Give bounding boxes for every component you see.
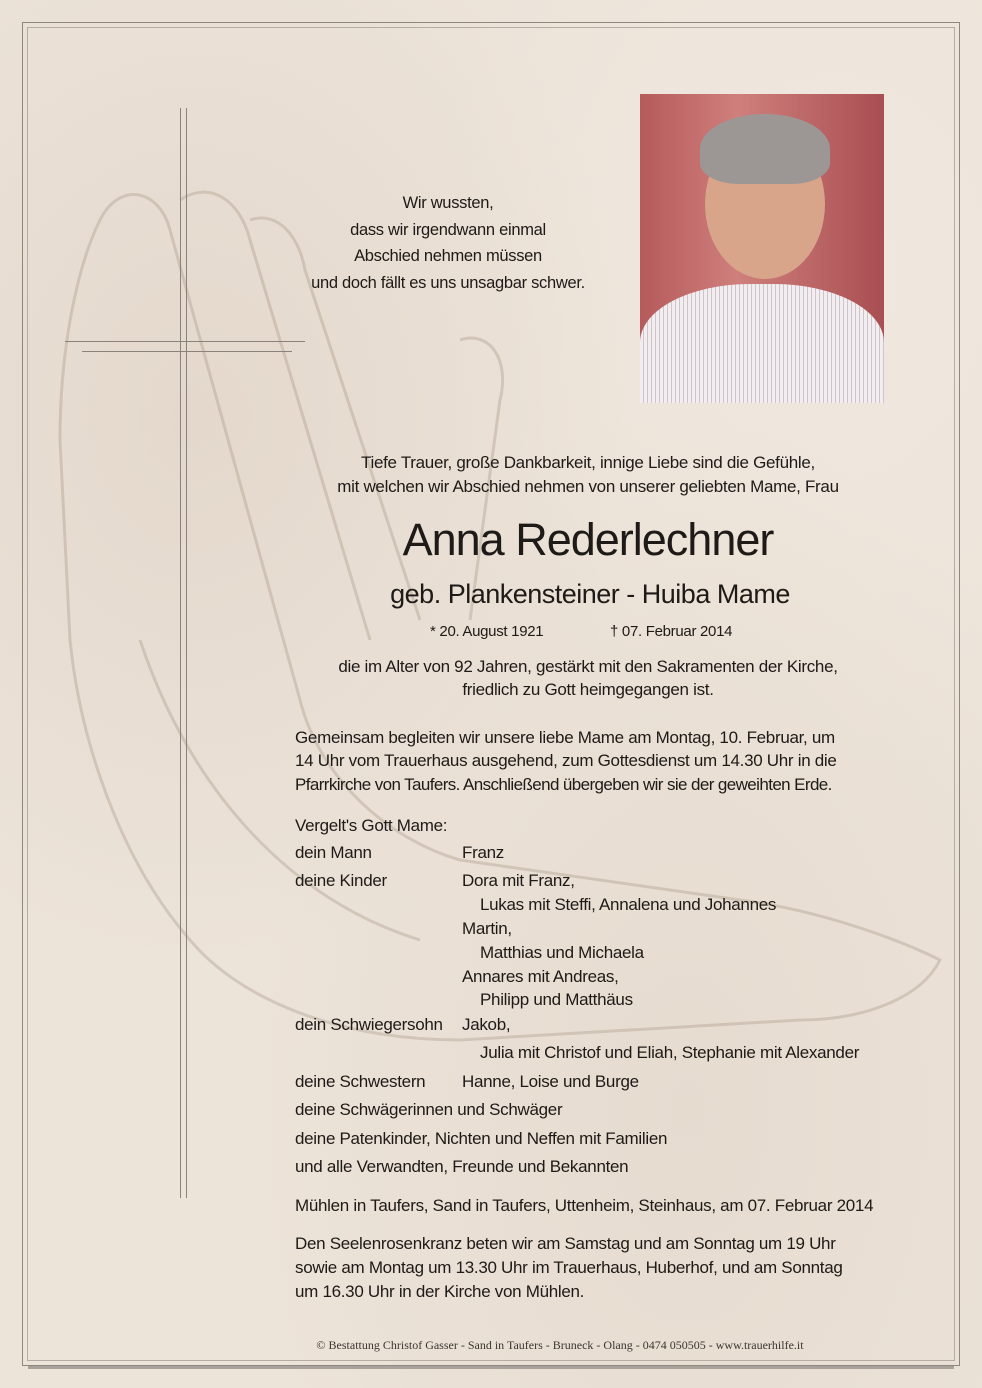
footer-credit: © Bestattung Christof Gasser - Sand in Taufers - Bruneck - Olang - 0474 050505 - www.trauerhilfe.it	[316, 1338, 804, 1352]
mourner-names: Lukas mit Steffi, Annalena und Johannes	[480, 895, 777, 914]
age-text: friedlich zu Gott heimgegangen ist.	[462, 680, 714, 699]
quote-line: und doch fällt es uns unsagbar schwer.	[311, 274, 585, 292]
mourner-names: Dora mit Franz,	[462, 871, 575, 890]
mourner-names: Philipp und Matthäus	[480, 990, 633, 1009]
mourner-relation: dein Schwiegersohn	[295, 1015, 443, 1034]
funeral-text: Pfarrkirche von Taufers. Anschließend übergeben wir sie der geweihten Erde.	[295, 775, 832, 794]
rosary-text: sowie am Montag um 13.30 Uhr im Trauerhaus, Huberhof, und am Sonntag	[295, 1258, 843, 1277]
birth-name: geb. Plankensteiner - Huiba Mame	[390, 579, 790, 609]
cross-line	[82, 351, 292, 352]
mourner-relation: deine Schwestern	[295, 1072, 426, 1091]
mourner-relation: deine Patenkinder, Nichten und Neffen mit Familien	[295, 1129, 668, 1148]
mourner-relation: deine Schwägerinnen und Schwäger	[295, 1100, 563, 1119]
mourner-names: Jakob,	[462, 1015, 511, 1034]
place-date: Mühlen in Taufers, Sand in Taufers, Uttenheim, Steinhaus, am 07. Februar 2014	[295, 1196, 874, 1215]
rosary-text: um 16.30 Uhr in der Kirche von Mühlen.	[295, 1282, 585, 1301]
intro-line: mit welchen wir Abschied nehmen von unserer geliebten Mame, Frau	[337, 477, 839, 496]
cross-line	[186, 108, 187, 1198]
mourner-names: Hanne, Loise und Burge	[462, 1072, 639, 1091]
funeral-text: Gemeinsam begleiten wir unsere liebe Mame am Montag, 10. Februar, um	[295, 728, 835, 747]
mourner-relation: und alle Verwandten, Freunde und Bekannten	[295, 1157, 629, 1176]
mourner-names: Matthias und Michaela	[480, 943, 644, 962]
birth-date: * 20. August 1921	[430, 623, 544, 640]
cross-line	[65, 341, 305, 342]
funeral-text: 14 Uhr vom Trauerhaus ausgehend, zum Gottesdienst um 14.30 Uhr in die	[295, 751, 837, 770]
mourner-names: Annares mit Andreas,	[462, 967, 619, 986]
portrait-photo	[640, 94, 884, 403]
cross-icon	[180, 108, 181, 1198]
quote-line: Wir wussten,	[402, 194, 494, 212]
footer-divider	[28, 1366, 954, 1369]
mourner-names: Martin,	[462, 919, 512, 938]
quote-line: Abschied nehmen müssen	[354, 247, 542, 265]
death-date: † 07. Februar 2014	[610, 623, 733, 640]
mourner-relation: dein Mann	[295, 843, 372, 862]
mourner-relation: deine Kinder	[295, 871, 387, 890]
thanks-heading: Vergelt's Gott Mame:	[295, 816, 448, 835]
mourner-names: Julia mit Christof und Eliah, Stephanie mit Alexander	[480, 1043, 860, 1062]
quote-line: dass wir irgendwann einmal	[350, 221, 546, 239]
mourner-names: Franz	[462, 843, 504, 862]
intro-line: Tiefe Trauer, große Dankbarkeit, innige Liebe sind die Gefühle,	[361, 453, 815, 472]
age-text: die im Alter von 92 Jahren, gestärkt mit den Sakramenten der Kirche,	[338, 657, 838, 676]
rosary-text: Den Seelenrosenkranz beten wir am Samstag und am Sonntag um 19 Uhr	[295, 1234, 836, 1253]
deceased-name: Anna Rederlechner	[402, 514, 774, 565]
